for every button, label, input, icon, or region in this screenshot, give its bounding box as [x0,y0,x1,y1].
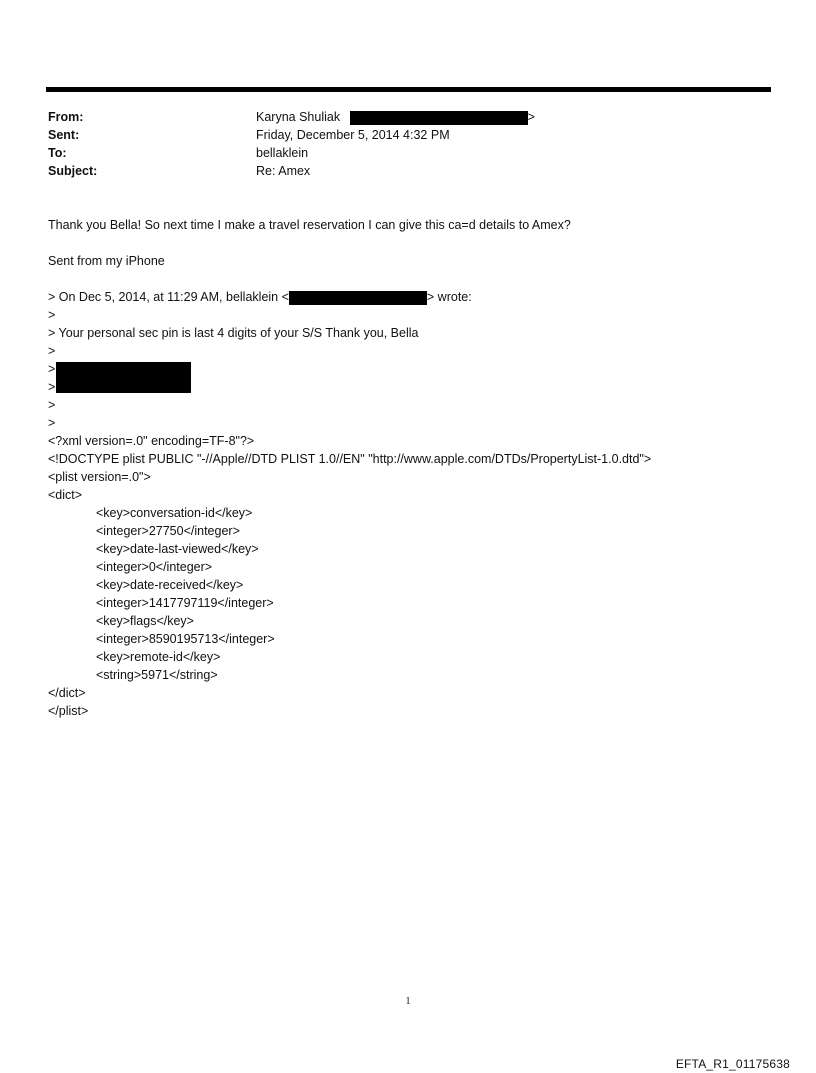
plist-line: <integer>0</integer> [96,560,213,574]
doctype-line: <!DOCTYPE plist PUBLIC "-//Apple//DTD PLIST 1.0//EN" "http://www.apple.com/DTDs/PropertyList-1.0.dtd"> [48,452,652,466]
to-value: bellaklein [256,146,309,160]
plist-line: <integer>27750</integer> [96,524,240,538]
sent-row [48,126,535,144]
quote-line: > [48,308,56,322]
sent-label: Sent: [48,128,80,142]
subject-value: Re: Amex [256,164,311,178]
redaction-box [289,291,427,305]
from-row [48,108,535,126]
plist-line: <key>conversation-id</key> [96,506,253,520]
quote-line [48,360,778,378]
body-line: Thank you Bella! So next time I make a travel reservation I can give this ca=d details to Amex? [48,218,571,232]
plist-close: </plist> [48,704,89,718]
plist-line: <key>remote-id</key> [96,650,221,664]
quote-intro-prefix: > On Dec 5, 2014, at 11:29 AM, bellaklein < [48,290,289,304]
subject-row [48,162,535,180]
from-value [256,108,535,126]
quote-marker: > [48,362,56,376]
plist-line: <key>date-received</key> [96,578,244,592]
redaction-box [56,362,191,393]
redaction-box [350,111,528,125]
from-suffix: > [527,110,535,124]
to-label: To: [48,146,67,160]
quote-line: > [48,380,56,394]
plist-open: <plist version=.0"> [48,470,151,484]
sent-value: Friday, December 5, 2014 4:32 PM [256,128,450,142]
quote-line: > Your personal sec pin is last 4 digits of your S/S Thank you, Bella [48,326,419,340]
dict-open: <dict> [48,488,83,502]
quote-line: > [48,344,56,358]
email-header [48,108,535,180]
from-name: Karyna Shuliak [256,110,341,124]
quote-intro [48,288,778,306]
body-line: Sent from my iPhone [48,254,165,268]
subject-label: Subject: [48,164,98,178]
to-row [48,144,535,162]
xml-declaration: <?xml version=.0" encoding=TF-8"?> [48,434,255,448]
header-rule [46,87,771,92]
bates-number: EFTA_R1_01175638 [675,1057,790,1071]
dict-close: </dict> [48,686,86,700]
quote-intro-suffix: > wrote: [426,290,472,304]
email-body [48,216,778,720]
plist-line: <integer>1417797119</integer> [96,596,274,610]
plist-line: <key>flags</key> [96,614,194,628]
quote-line: > [48,398,56,412]
quote-line: > [48,416,56,430]
plist-line: <integer>8590195713</integer> [96,632,275,646]
from-label: From: [48,110,84,124]
page-number: 1 [405,996,411,1007]
plist-line: <key>date-last-viewed</key> [96,542,259,556]
plist-line: <string>5971</string> [96,668,218,682]
